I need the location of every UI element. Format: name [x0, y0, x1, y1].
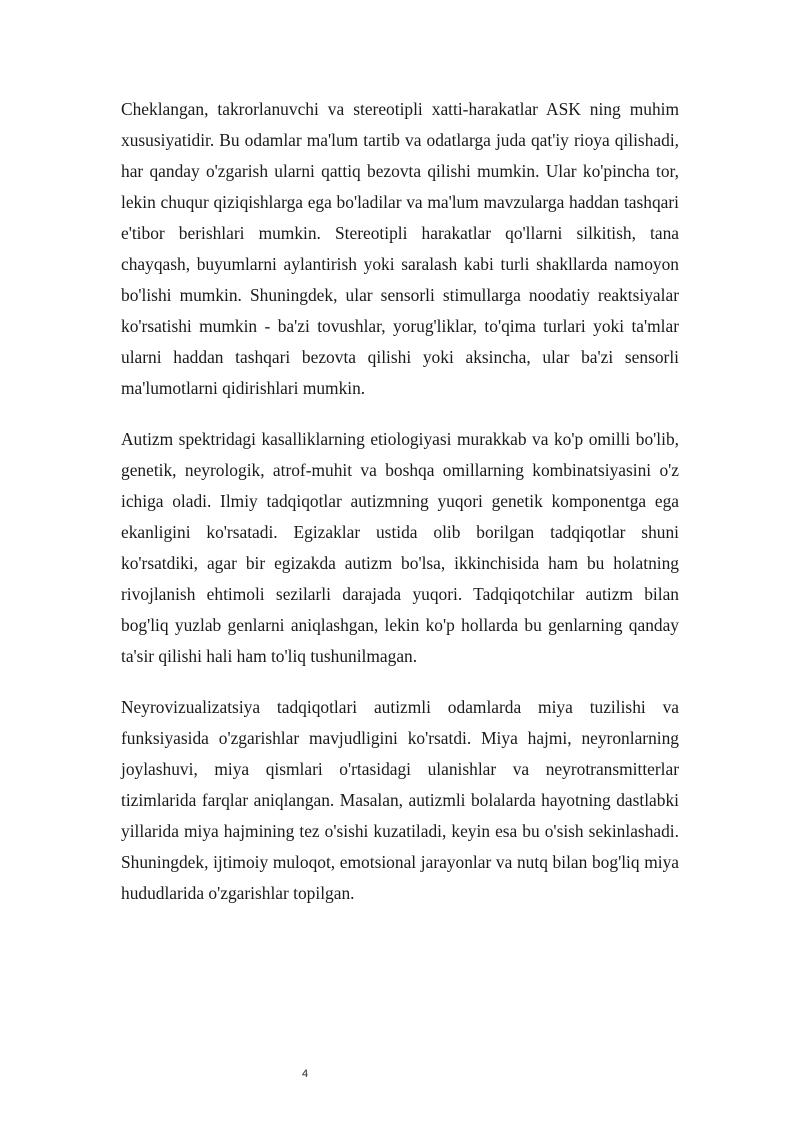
paragraph-neuroimaging: Neyrovizualizatsiya tadqiqotlari autizmli odamlarda miya tuzilishi va funksiyasida o'zgarishlar mavjudligini ko'rsatdi. Miya hajmi, neyronlarning joylashuvi, miya qismlari o'rtasidagi ulanishlar va neyrotransmitterlar tizimlarida farqlar aniqlangan. Masalan, autizmli bolalarda hayotning dastlabki yillarida miya hajmining tez o'sishi kuzatiladi, keyin esa bu o'sish sekinlashadi. Shuningdek, ijtimoiy muloqot, emotsional jarayonlar va nutq bilan bog'liq miya hududlarida o'zgarishlar topilgan.: [121, 697, 679, 903]
page-number: 4: [301, 1068, 309, 1080]
paragraph-restricted-behaviors: Cheklangan, takrorlanuvchi va stereotipli xatti-harakatlar ASK ning muhim xususiyatidir. Bu odamlar ma'lum tartib va odatlarga juda qat'iy rioya qilishadi, har qanday o'zgarish ularni qattiq bezovta qilishi mumkin. Ular ko'pincha tor, lekin chuqur qiziqishlarga ega bo'ladilar va ma'lum mavzularga haddan tashqari e'tibor berishlari mumkin. Stereotipli harakatlar qo'llarni silkitish, tana chayqash, buyumlarni aylantirish yoki saralash kabi turli shakllarda namoyon bo'lishi mumkin. Shuningdek, ular sensorli stimullarga noodatiy reaktsiyalar ko'rsatishi mumkin - ba'zi tovushlar, yorug'liklar, to'qima turlari yoki ta'mlar ularni haddan tashqari bezovta qilishi yoki aksincha, ular ba'zi sensorli ma'lumotlarni qidirishlari mumkin.: [121, 99, 679, 398]
page-body: [121, 94, 679, 929]
paragraph-etiology: Autizm spektridagi kasalliklarning etiologiyasi murakkab va ko'p omilli bo'lib, genetik, neyrologik, atrof-muhit va boshqa omillarning kombinatsiyasini o'z ichiga oladi. Ilmiy tadqiqotlar autizmning yuqori genetik komponentga ega ekanligini ko'rsatadi. Egizaklar ustida olib borilgan tadqiqotlar shuni ko'rsatdiki, agar bir egizakda autizm bo'lsa, ikkinchisida ham bu holatning rivojlanish ehtimoli sezilarli darajada yuqori. Tadqiqotchilar autizm bilan bog'liq yuzlab genlarni aniqlashgan, lekin ko'p hollarda bu genlarning qanday ta'sir qilishi hali ham to'liq tushunilmagan.: [121, 429, 679, 666]
